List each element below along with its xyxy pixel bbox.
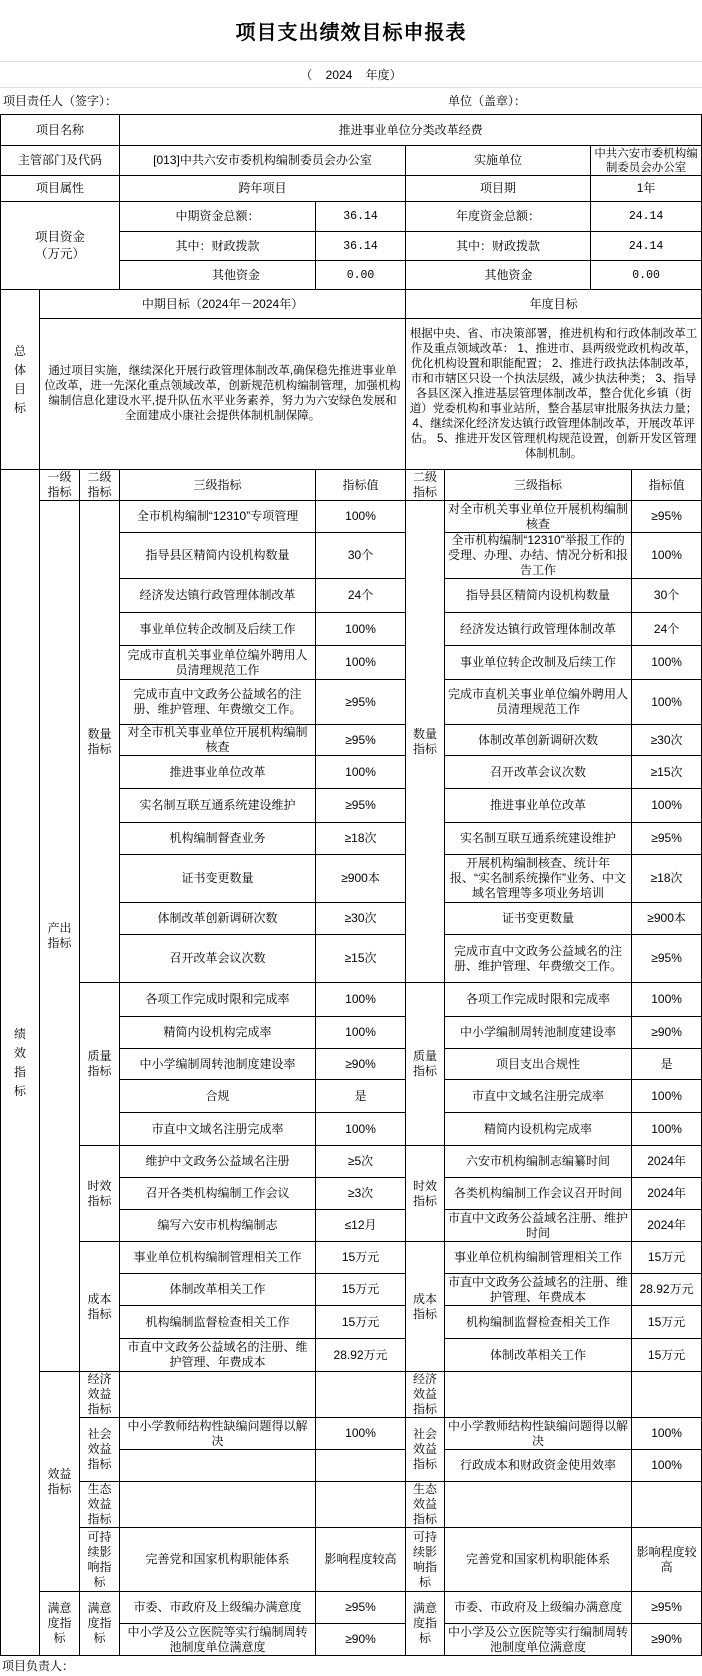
overall-goal-label: 总体目标: [13, 343, 26, 415]
indicator-name-right: 推进事业单位改革: [445, 789, 632, 823]
form-title: 项目支出绩效目标申报表: [0, 0, 702, 62]
level2-indicator-right-cell: [406, 983, 445, 1146]
indicator-name-right: 各类机构编制工作会议召开时间: [445, 1178, 632, 1210]
indicator-name-right: 经济发达镇行政管理体制改革: [445, 613, 632, 646]
indicator-row: [1, 1528, 702, 1592]
level2-indicator-right: 经济效益指标: [413, 1372, 438, 1416]
funds-label: 项目资金（万元）: [35, 229, 86, 261]
midterm-fiscal-value: 36.14: [316, 232, 406, 261]
annual-goal-header: 年度目标: [406, 290, 702, 319]
level2-indicator-right-cell: [406, 1528, 445, 1592]
indicator-value-left: ≥18次: [316, 823, 406, 855]
indicator-row: [1, 1146, 702, 1178]
project-name-value: 推进事业单位分类改革经费: [120, 115, 702, 146]
indicator-value-left: ≥95%: [316, 725, 406, 756]
indicator-header-row: [1, 470, 702, 501]
indicator-name-right: 体制改革相关工作: [445, 1339, 632, 1372]
level2-indicator-left-cell: [80, 1146, 120, 1242]
project-info: [1, 115, 702, 470]
overall-goal-header-row: [1, 290, 702, 319]
annual-fiscal-label: 其中：财政拨款: [406, 232, 591, 261]
project-period-label: 项目期: [406, 176, 591, 202]
level1-indicator-cell: [40, 501, 80, 1372]
level2-indicator-right: 满意度指标: [413, 1601, 438, 1645]
indicator-value-right: ≥900本: [632, 903, 702, 935]
project-attribute-label: 项目属性: [1, 176, 120, 202]
level2-indicator-right: 质量指标: [413, 1049, 438, 1078]
indicator-value-right: ≥30次: [632, 725, 702, 756]
level2-indicator-left: 可持续影响指标: [87, 1529, 112, 1589]
indicator-name-right: 市直中文域名注册完成率: [445, 1080, 632, 1113]
indicator-name-left: 维护中文政务公益域名注册: [120, 1146, 316, 1178]
project-name-row: [1, 115, 702, 146]
level2-indicator-right: 生态效益指标: [413, 1482, 438, 1526]
level2-indicator-right: 数量指标: [413, 726, 438, 756]
indicator-value-right: ≥90%: [632, 1624, 702, 1656]
annual-goal-text: 根据中央、省、市决策部署，推进机构和行政体制改革工作及重点领域改革： 1、推进市、县两级党政机构改革，优化机构设置和职能配置； 2、推进行政执法体制改革，市和市辖区只设一个执法层级，减少执法种类； 3、指导各县区深入推进基层管理体制改革，整合优化乡镇（街道）党委机构和事业站所，整合基层审批服务执法力量； 4、继续深化经济发达镇行政管理体制改革，开展改革评估。 5、推进开发区管理机构规范设置，创新开发区管理体制机制。: [406, 319, 702, 470]
indicator-value-right: 15万元: [632, 1339, 702, 1372]
indicator-name-right: 市直中文政务公益域名的注册、维护管理、年费成本: [445, 1274, 632, 1306]
indicator-value-left: ≥95%: [316, 789, 406, 823]
level2-indicator-right: 时效指标: [413, 1178, 438, 1208]
indicator-value-left: 影响程度较高: [316, 1528, 406, 1592]
indicator-value-right: 100%: [632, 1080, 702, 1113]
indicator-value-left: 100%: [316, 501, 406, 533]
indicator-name-right: 事业单位机构编制管理相关工作: [445, 1242, 632, 1274]
indicator-name-right: 各项工作完成时限和完成率: [445, 983, 632, 1017]
indicator-value-left: [316, 1450, 406, 1482]
funds-label-cell: [1, 202, 120, 290]
indicator-value-left: ≥30次: [316, 903, 406, 935]
indicator-value-right: 2024年: [632, 1178, 702, 1210]
level2-indicator-right-cell: [406, 1146, 445, 1242]
indicator-value-right: ≥95%: [632, 501, 702, 533]
level3-header-right: 三级指标: [445, 470, 632, 501]
responsible-person-label: 项目责任人（签字）：: [3, 94, 118, 108]
indicator-name-left: 机构编制督查业务: [120, 823, 316, 855]
indicator-value-right: 28.92万元: [632, 1274, 702, 1306]
indicator-name-right: 机构编制监督检查相关工作: [445, 1306, 632, 1339]
indicator-value-right: ≥95%: [632, 823, 702, 855]
level2-indicator-left: 社会效益指标: [87, 1427, 112, 1471]
indicator-name-right: 行政成本和财政资金使用效率: [445, 1450, 632, 1482]
indicator-value-left: 100%: [316, 1017, 406, 1049]
indicator-name-right: 召开改革会议次数: [445, 756, 632, 789]
indicator-name-left: 证书变更数量: [120, 855, 316, 903]
indicator-name-left: 市委、市政府及上级编办满意度: [120, 1592, 316, 1624]
indicator-value-left: ≥15次: [316, 935, 406, 983]
department-label: 主管部门及代码: [1, 146, 120, 176]
project-period-value: 1年: [591, 176, 702, 202]
indicator-name-left: 事业单位机构编制管理相关工作: [120, 1242, 316, 1274]
indicator-value-left: 100%: [316, 983, 406, 1017]
annual-fiscal-value: 24.14: [591, 232, 702, 261]
indicator-value-right: 100%: [632, 680, 702, 725]
indicator-row: [1, 1482, 702, 1528]
project-name-label: 项目名称: [1, 115, 120, 146]
indicator-name-left: 市直中文政务公益域名的注册、维护管理、年费成本: [120, 1339, 316, 1372]
indicator-value-left: ≥95%: [316, 680, 406, 725]
level2-indicator-left-cell: [80, 1528, 120, 1592]
level2-indicator-left: 满意度指标: [87, 1601, 112, 1645]
funds-total-row: [1, 202, 702, 232]
project-leader-label: 项目负责人：: [2, 1659, 75, 1673]
indicator-name-right: 事业单位转企改制及后续工作: [445, 646, 632, 680]
level3-header-left: 三级指标: [120, 470, 316, 501]
indicator-value-left: ≥95%: [316, 1592, 406, 1624]
indicator-row: [1, 1592, 702, 1624]
level2-indicator-right: 社会效益指标: [413, 1427, 438, 1471]
indicator-name-right: [445, 1372, 632, 1418]
midterm-goal-header: 中期目标（2024年－2024年）: [40, 290, 406, 319]
indicator-name-right: 体制改革创新调研次数: [445, 725, 632, 756]
indicator-name-left: 完善党和国家机构职能体系: [120, 1528, 316, 1592]
indicator-name-right: 对全市机关事业单位开展机构编制核查: [445, 501, 632, 533]
indicator-value-left: 100%: [316, 1418, 406, 1450]
indicator-row: [1, 983, 702, 1017]
level2-indicator-right-cell: [406, 1418, 445, 1482]
department-value: [013]中共六安市委机构编制委员会办公室: [120, 146, 406, 176]
indicator-value-right: 100%: [632, 1450, 702, 1482]
indicator-name-left: 精简内设机构完成率: [120, 1017, 316, 1049]
indicator-value-left: ≥3次: [316, 1178, 406, 1210]
performance-indicators: [1, 470, 702, 1656]
indicator-name-left: 市直中文域名注册完成率: [120, 1113, 316, 1146]
indicator-value-right: 100%: [632, 646, 702, 680]
indicator-name-left: 事业单位转企改制及后续工作: [120, 613, 316, 646]
level1-header-text: 一级指标: [47, 470, 72, 499]
indicator-name-right: 中小学教师结构性缺编问题得以解决: [445, 1418, 632, 1450]
level2-indicator-left-cell: [80, 1418, 120, 1482]
midterm-other-label: 其他资金: [120, 261, 316, 290]
level2-indicator-right-cell: [406, 1482, 445, 1528]
level1-indicator: 满意度指标: [47, 1601, 72, 1645]
indicator-value-right: 是: [632, 1049, 702, 1080]
indicator-value-right: ≥95%: [632, 935, 702, 983]
indicator-name-right: 市直中文政务公益域名注册、维护时间: [445, 1210, 632, 1242]
indicator-name-right: 市委、市政府及上级编办满意度: [445, 1592, 632, 1624]
fiscal-year-line: （ 2024 年度）: [0, 62, 702, 88]
indicator-name-left: [120, 1450, 316, 1482]
annual-other-label: 其他资金: [406, 261, 591, 290]
level2-indicator-right: 可持续影响指标: [413, 1529, 438, 1589]
indicator-name-right: 完成市直机关事业单位编外聘用人员清理规范工作: [445, 680, 632, 725]
level2-header-left: [80, 470, 120, 501]
level2-header-right-text: 二级指标: [413, 470, 438, 499]
indicator-name-left: 中小学教师结构性缺编问题得以解决: [120, 1418, 316, 1450]
indicator-value-left: 15万元: [316, 1242, 406, 1274]
level2-indicator-left-cell: [80, 1372, 120, 1418]
indicator-value-right: [632, 1482, 702, 1528]
unit-seal-label: 单位（盖章）：: [448, 94, 527, 108]
value-header-left: 指标值: [316, 470, 406, 501]
indicator-value-right: 100%: [632, 983, 702, 1017]
indicator-row: [1, 1242, 702, 1274]
level2-indicator-left: 成本指标: [87, 1291, 112, 1321]
indicator-name-right: 实名制互联互通系统建设维护: [445, 823, 632, 855]
indicator-name-left: 指导县区精简内设机构数量: [120, 533, 316, 579]
level2-indicator-left: 数量指标: [87, 726, 112, 756]
level2-indicator-right-cell: [406, 1242, 445, 1372]
overall-goal-text-row: [1, 319, 702, 470]
indicator-value-left: ≥5次: [316, 1146, 406, 1178]
indicator-name-left: 召开改革会议次数: [120, 935, 316, 983]
indicator-name-left: 完成市直机关事业单位编外聘用人员清理规范工作: [120, 646, 316, 680]
indicator-value-right: 15万元: [632, 1306, 702, 1339]
midterm-total-value: 36.14: [316, 202, 406, 232]
midterm-fiscal-label: 其中：财政拨款: [120, 232, 316, 261]
department-row: [1, 146, 702, 176]
indicator-value-right: [632, 1372, 702, 1418]
level2-indicator-right-cell: [406, 1592, 445, 1656]
indicator-value-left: 30个: [316, 533, 406, 579]
indicator-name-left: 编写六安市机构编制志: [120, 1210, 316, 1242]
annual-other-value: 0.00: [591, 261, 702, 290]
implementing-unit-label: 实施单位: [406, 146, 591, 176]
indicator-value-left: [316, 1372, 406, 1418]
indicator-name-left: 召开各类机构编制工作会议: [120, 1178, 316, 1210]
indicator-value-left: 100%: [316, 756, 406, 789]
indicator-value-right: 100%: [632, 533, 702, 579]
level2-indicator-left-cell: [80, 1242, 120, 1372]
performance-indicators-label-cell: [1, 470, 40, 1656]
level2-header-left-text: 二级指标: [87, 470, 112, 499]
indicator-name-left: 中小学编制周转池制度建设率: [120, 1049, 316, 1080]
level2-indicator-left-cell: [80, 983, 120, 1146]
indicator-value-left: ≥90%: [316, 1624, 406, 1656]
goal-table: [0, 114, 702, 1656]
annual-total-label: 年度资金总额：: [406, 202, 591, 232]
indicator-value-right: 影响程度较高: [632, 1528, 702, 1592]
project-attribute-row: [1, 176, 702, 202]
indicator-value-left: 100%: [316, 646, 406, 680]
indicator-name-right: 开展机构编制核查、统计年报、“实名制系统操作”业务、中文域名管理等多项业务培训: [445, 855, 632, 903]
level2-indicator-left: 经济效益指标: [87, 1372, 112, 1416]
indicator-name-left: 机构编制监督检查相关工作: [120, 1306, 316, 1339]
indicator-value-right: 2024年: [632, 1210, 702, 1242]
indicator-name-left: 推进事业单位改革: [120, 756, 316, 789]
indicator-value-right: 24个: [632, 613, 702, 646]
level1-header: [40, 470, 80, 501]
level1-indicator-cell: [40, 1592, 80, 1656]
indicator-name-left: 完成市直中文政务公益域名的注册、维护管理、年费缴交工作。: [120, 680, 316, 725]
indicator-name-left: 经济发达镇行政管理体制改革: [120, 579, 316, 613]
level2-indicator-left-cell: [80, 1592, 120, 1656]
indicator-name-right: 全市机构编制“12310”举报工作的受理、办理、办结、情况分析和报告工作: [445, 533, 632, 579]
project-attribute-value: 跨年项目: [120, 176, 406, 202]
indicator-value-right: ≥18次: [632, 855, 702, 903]
indicator-name-right: 完成市直中文政务公益域名的注册、维护管理、年费缴交工作。: [445, 935, 632, 983]
indicator-name-left: [120, 1482, 316, 1528]
indicator-value-right: 15万元: [632, 1242, 702, 1274]
value-header-right: 指标值: [632, 470, 702, 501]
indicator-value-left: 是: [316, 1080, 406, 1113]
overall-goal-label-cell: [1, 290, 40, 470]
indicator-name-right: [445, 1482, 632, 1528]
indicator-value-right: ≥90%: [632, 1017, 702, 1049]
level1-indicator-cell: [40, 1372, 80, 1592]
indicator-value-left: ≥900本: [316, 855, 406, 903]
indicator-row: [1, 1372, 702, 1418]
indicator-value-left: 100%: [316, 613, 406, 646]
level2-indicator-right: 成本指标: [413, 1291, 438, 1321]
indicator-value-right: ≥15次: [632, 756, 702, 789]
indicator-name-left: 实名制互联互通系统建设维护: [120, 789, 316, 823]
annual-total-value: 24.14: [591, 202, 702, 232]
indicator-row: [1, 1418, 702, 1450]
indicator-value-left: ≥90%: [316, 1049, 406, 1080]
midterm-goal-text: 通过项目实施，继续深化开展行政管理体制改革,确保稳先推进事业单位改革，进一先深化重点领域改革，创新规范机构编制管理，加强机构编制信息化建设水平,提升队伍水平业务素养，努力为六安绿色发展和全面建成小康社会提供体制机制保障。: [40, 319, 406, 470]
indicator-name-right: 中小学及公立医院等实行编制周转池制度单位满意度: [445, 1624, 632, 1656]
indicator-name-right: 证书变更数量: [445, 903, 632, 935]
indicator-value-right: 2024年: [632, 1146, 702, 1178]
implementing-unit-value: 中共六安市委机构编制委员会办公室: [591, 146, 702, 176]
indicator-value-left: 15万元: [316, 1274, 406, 1306]
level2-indicator-left: 时效指标: [87, 1178, 112, 1208]
indicator-name-left: 全市机构编制“12310”专项管理: [120, 501, 316, 533]
indicator-value-right: 30个: [632, 579, 702, 613]
indicator-name-right: 精简内设机构完成率: [445, 1113, 632, 1146]
indicator-value-right: 100%: [632, 1113, 702, 1146]
indicator-name-right: 完善党和国家机构职能体系: [445, 1528, 632, 1592]
indicator-name-left: 体制改革创新调研次数: [120, 903, 316, 935]
indicator-value-right: 100%: [632, 1418, 702, 1450]
signature-row: [0, 88, 702, 114]
level1-indicator: 产出指标: [47, 921, 72, 950]
level2-indicator-left-cell: [80, 501, 120, 983]
level2-indicator-right-cell: [406, 1372, 445, 1418]
level2-indicator-right-cell: [406, 501, 445, 983]
indicator-name-right: 项目支出合规性: [445, 1049, 632, 1080]
indicator-name-left: 合规: [120, 1080, 316, 1113]
indicator-name-left: 中小学及公立医院等实行编制周转池制度单位满意度: [120, 1624, 316, 1656]
indicator-name-right: 中小学编制周转池制度建设率: [445, 1017, 632, 1049]
midterm-total-label: 中期资金总额：: [120, 202, 316, 232]
indicator-value-left: ≤12月: [316, 1210, 406, 1242]
indicator-name-left: 体制改革相关工作: [120, 1274, 316, 1306]
indicator-name-left: [120, 1372, 316, 1418]
level2-indicator-left-cell: [80, 1482, 120, 1528]
indicator-name-right: 六安市机构编制志编纂时间: [445, 1146, 632, 1178]
indicator-value-left: [316, 1482, 406, 1528]
level1-indicator: 效益指标: [47, 1466, 72, 1496]
indicator-row: [1, 501, 702, 533]
indicator-name-right: 指导县区精简内设机构数量: [445, 579, 632, 613]
performance-indicators-label: 绩效指标: [13, 1026, 26, 1098]
indicator-value-right: ≥95%: [632, 1592, 702, 1624]
indicator-value-left: 100%: [316, 1113, 406, 1146]
indicator-value-right: 100%: [632, 789, 702, 823]
level2-indicator-left: 生态效益指标: [87, 1482, 112, 1526]
level2-header-right: [406, 470, 445, 501]
indicator-value-left: 15万元: [316, 1306, 406, 1339]
indicator-name-left: 各项工作完成时限和完成率: [120, 983, 316, 1017]
level2-indicator-left: 质量指标: [87, 1049, 112, 1078]
midterm-other-value: 0.00: [316, 261, 406, 290]
indicator-value-left: 28.92万元: [316, 1339, 406, 1372]
indicator-value-left: 24个: [316, 579, 406, 613]
indicator-name-left: 对全市机关事业单位开展机构编制核查: [120, 725, 316, 756]
